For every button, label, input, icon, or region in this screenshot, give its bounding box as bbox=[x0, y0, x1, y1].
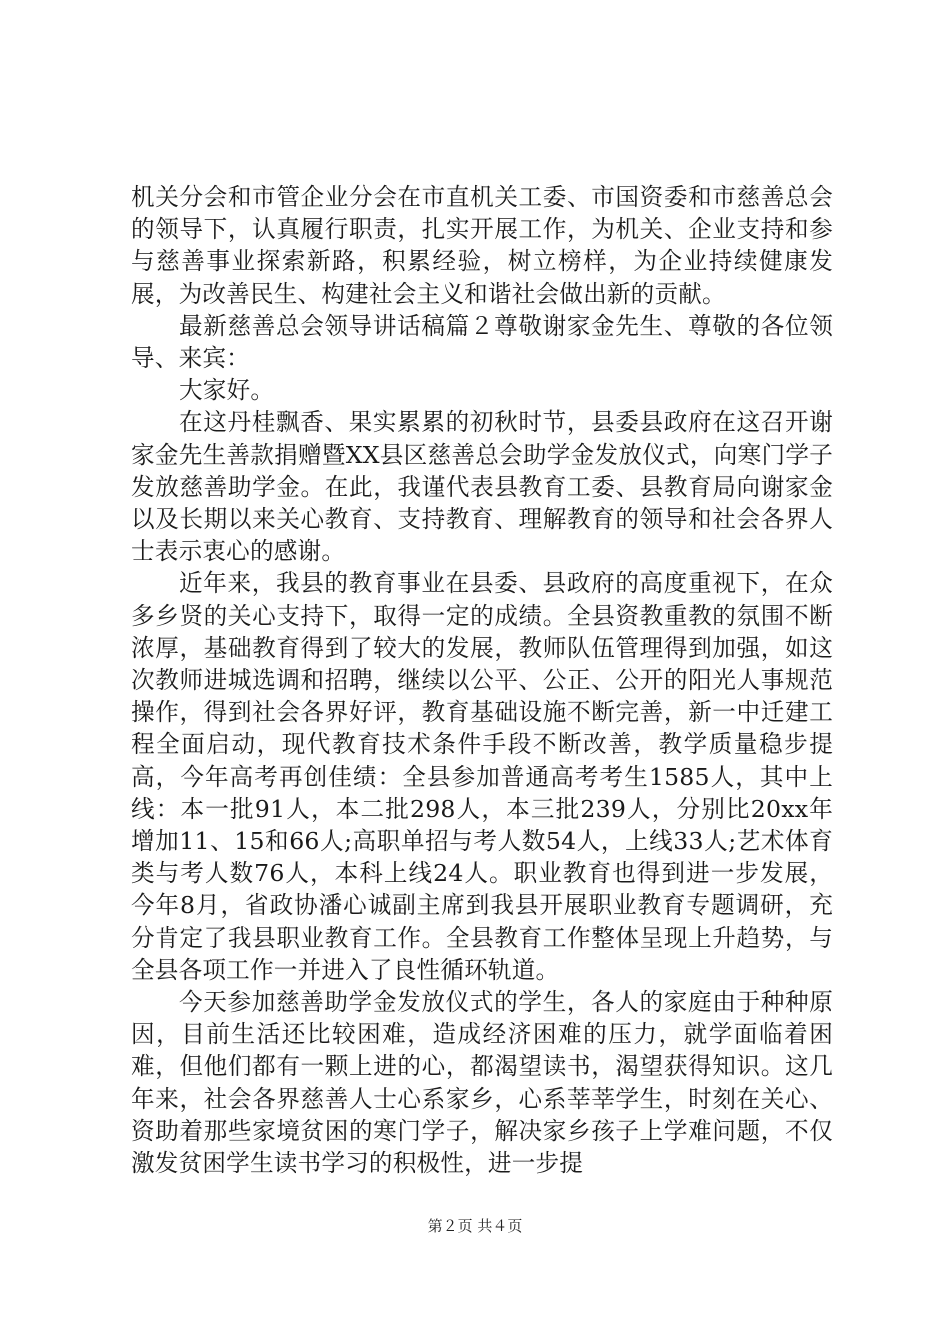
paragraph-opening: 在这丹桂飘香、果实累累的初秋时节，县委县政府在这召开谢家金先生善款捐赠暨XX县区慈善总会助学金发放仪式，向寒门学子发放慈善助学金。在此，我谨代表县教育工委、县教育局向谢家金以及长期以来关心教育、支持教育、理解教育的领导和社会各界人士表示衷心的感谢。 bbox=[131, 408, 833, 566]
document-body bbox=[131, 181, 833, 1179]
paragraph-continuation: 机关分会和市管企业分会在市直机关工委、市国资委和市慈善总会的领导下，认真履行职责，扎实开展工作，为机关、企业支持和参与慈善事业探索新路，积累经验，树立榜样，为企业持续健康发展，为改善民生、构建社会主义和谐社会做出新的贡献。 bbox=[131, 183, 833, 308]
paragraph-students: 今天参加慈善助学金发放仪式的学生，各人的家庭由于种种原因，目前生活还比较困难，造成经济困难的压力，就学面临着困难，但他们都有一颗上进的心，都渴望读书，渴望获得知识。这几年来，社会各界慈善人士心系家乡，心系莘莘学生，时刻在关心、资助着那些家境贫困的寒门学子，解决家乡孩子上学难问题，不仅激发贫困学生读书学习的积极性，进一步提 bbox=[131, 988, 833, 1178]
paragraph-achievements: 近年来，我县的教育事业在县委、县政府的高度重视下，在众多乡贤的关心支持下，取得一定的成绩。全县资教重教的氛围不断浓厚，基础教育得到了较大的发展，教师队伍管理得到加强，如这次教师进城选调和招聘，继续以公平、公正、公开的阳光人事规范操作，得到社会各界好评，教育基础设施不断完善，新一中迁建工程全面启动，现代教育技术条件手段不断改善，教学质量稳步提高，今年高考再创佳绩：全县参加普通高考考生1585人，其中上线：本一批91人，本二批298人，本三批239人，分别比20xx年增加11、15和66人;高职单招与考人数54人，上线33人;艺术体育类与考人数76人，本科上线24人。职业教育也得到进一步发展，今年8月，省政协潘心诚副主席到我县开展职业教育专题调研，充分肯定了我县职业教育工作。全县教育工作整体呈现上升趋势，与全县各项工作一并进入了良性循环轨道。 bbox=[131, 569, 833, 984]
page-number-footer: 第２页 共４页 bbox=[427, 1217, 523, 1235]
paragraph-heading-salutation: 最新慈善总会领导讲话稿篇２尊敬谢家金先生、尊敬的各位领导、来宾： bbox=[131, 311, 833, 373]
paragraph-greeting: 大家好。 bbox=[179, 376, 275, 405]
